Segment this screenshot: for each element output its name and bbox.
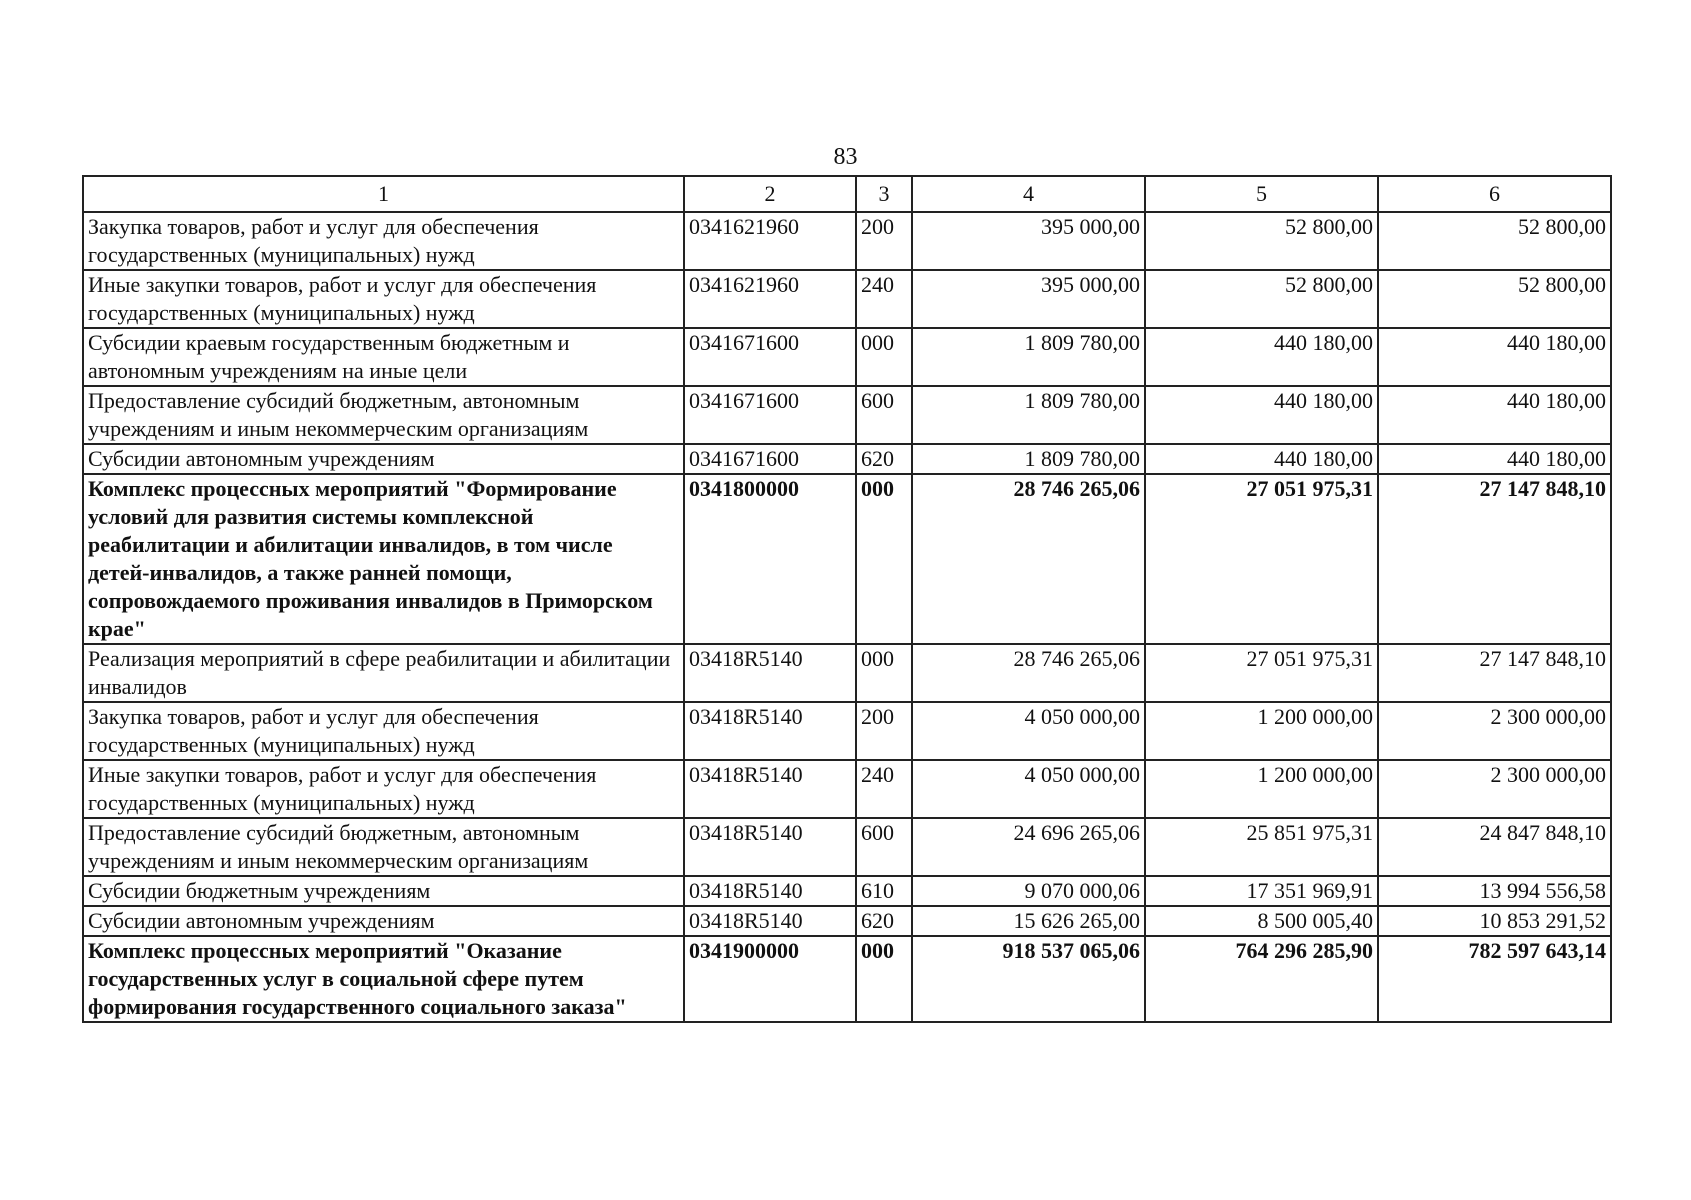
row-amount-col6: 52 800,00 (1378, 270, 1611, 328)
row-amount-col4: 15 626 265,00 (912, 906, 1145, 936)
row-expense-type: 200 (856, 212, 912, 270)
row-description: Предоставление субсидий бюджетным, автономным учреждениям и иным некоммерческим организациям (83, 818, 684, 876)
row-amount-col6: 10 853 291,52 (1378, 906, 1611, 936)
row-amount-col4: 1 809 780,00 (912, 386, 1145, 444)
row-amount-col4: 24 696 265,06 (912, 818, 1145, 876)
row-description: Комплекс процессных мероприятий "Оказание государственных услуг в социальной сфере путем формирования государственного социального заказа" (83, 936, 684, 1022)
row-description: Закупка товаров, работ и услуг для обеспечения государственных (муниципальных) нужд (83, 212, 684, 270)
row-amount-col5: 52 800,00 (1145, 212, 1378, 270)
row-amount-col4: 1 809 780,00 (912, 444, 1145, 474)
row-description: Комплекс процессных мероприятий "Формирование условий для развития системы комплексной реабилитации и абилитации инвалидов, в том числе детей-инвалидов, а также ранней помощи, сопровождаемого проживания инвалидов в Приморском крае" (83, 474, 684, 644)
row-amount-col4: 395 000,00 (912, 212, 1145, 270)
row-amount-col6: 13 994 556,58 (1378, 876, 1611, 906)
row-amount-col5: 764 296 285,90 (1145, 936, 1378, 1022)
row-description: Предоставление субсидий бюджетным, автономным учреждениям и иным некоммерческим организациям (83, 386, 684, 444)
row-expense-type: 000 (856, 644, 912, 702)
row-description: Реализация мероприятий в сфере реабилитации и абилитации инвалидов (83, 644, 684, 702)
header-col-4: 4 (912, 176, 1145, 212)
table-row (83, 702, 1611, 760)
row-amount-col6: 2 300 000,00 (1378, 760, 1611, 818)
row-code: 0341671600 (684, 386, 856, 444)
row-expense-type: 600 (856, 386, 912, 444)
row-expense-type: 240 (856, 270, 912, 328)
row-code: 03418R5140 (684, 876, 856, 906)
page-number: 83 (833, 144, 858, 170)
row-amount-col5: 8 500 005,40 (1145, 906, 1378, 936)
table-row (83, 328, 1611, 386)
row-amount-col4: 1 809 780,00 (912, 328, 1145, 386)
row-expense-type: 200 (856, 702, 912, 760)
row-description: Закупка товаров, работ и услуг для обеспечения государственных (муниципальных) нужд (83, 702, 684, 760)
row-amount-col6: 440 180,00 (1378, 328, 1611, 386)
table-row (83, 876, 1611, 906)
table-row (83, 644, 1611, 702)
row-amount-col6: 440 180,00 (1378, 386, 1611, 444)
row-expense-type: 240 (856, 760, 912, 818)
row-description: Субсидии краевым государственным бюджетным и автономным учреждениям на иные цели (83, 328, 684, 386)
header-col-6: 6 (1378, 176, 1611, 212)
row-amount-col4: 918 537 065,06 (912, 936, 1145, 1022)
row-amount-col4: 9 070 000,06 (912, 876, 1145, 906)
budget-table (82, 175, 1612, 1023)
row-code: 0341800000 (684, 474, 856, 644)
row-code: 0341621960 (684, 212, 856, 270)
row-amount-col5: 440 180,00 (1145, 328, 1378, 386)
row-amount-col6: 2 300 000,00 (1378, 702, 1611, 760)
row-expense-type: 600 (856, 818, 912, 876)
table-body (83, 212, 1611, 1022)
table-row (83, 818, 1611, 876)
row-amount-col6: 440 180,00 (1378, 444, 1611, 474)
row-amount-col5: 440 180,00 (1145, 386, 1378, 444)
row-amount-col6: 782 597 643,14 (1378, 936, 1611, 1022)
row-description: Субсидии бюджетным учреждениям (83, 876, 684, 906)
table-row (83, 212, 1611, 270)
header-col-2: 2 (684, 176, 856, 212)
row-expense-type: 620 (856, 906, 912, 936)
row-amount-col4: 28 746 265,06 (912, 644, 1145, 702)
row-amount-col5: 17 351 969,91 (1145, 876, 1378, 906)
row-amount-col5: 27 051 975,31 (1145, 474, 1378, 644)
header-row (83, 176, 1611, 212)
row-description: Субсидии автономным учреждениям (83, 444, 684, 474)
row-description: Иные закупки товаров, работ и услуг для обеспечения государственных (муниципальных) нужд (83, 760, 684, 818)
row-amount-col4: 4 050 000,00 (912, 702, 1145, 760)
row-amount-col6: 27 147 848,10 (1378, 644, 1611, 702)
table-row (83, 906, 1611, 936)
row-code: 0341900000 (684, 936, 856, 1022)
table-row (83, 270, 1611, 328)
row-description: Субсидии автономным учреждениям (83, 906, 684, 936)
row-code: 03418R5140 (684, 644, 856, 702)
table-row (83, 936, 1611, 1022)
row-amount-col6: 24 847 848,10 (1378, 818, 1611, 876)
row-code: 03418R5140 (684, 760, 856, 818)
row-amount-col6: 52 800,00 (1378, 212, 1611, 270)
row-amount-col5: 27 051 975,31 (1145, 644, 1378, 702)
row-amount-col4: 28 746 265,06 (912, 474, 1145, 644)
row-amount-col5: 1 200 000,00 (1145, 760, 1378, 818)
row-code: 0341621960 (684, 270, 856, 328)
row-amount-col5: 440 180,00 (1145, 444, 1378, 474)
row-amount-col4: 4 050 000,00 (912, 760, 1145, 818)
row-code: 03418R5140 (684, 702, 856, 760)
header-col-5: 5 (1145, 176, 1378, 212)
row-expense-type: 000 (856, 328, 912, 386)
row-amount-col5: 25 851 975,31 (1145, 818, 1378, 876)
table-row (83, 474, 1611, 644)
row-code: 0341671600 (684, 328, 856, 386)
table-row (83, 386, 1611, 444)
row-amount-col4: 395 000,00 (912, 270, 1145, 328)
table-row (83, 760, 1611, 818)
row-amount-col5: 1 200 000,00 (1145, 702, 1378, 760)
header-col-1: 1 (83, 176, 684, 212)
header-col-3: 3 (856, 176, 912, 212)
row-description: Иные закупки товаров, работ и услуг для обеспечения государственных (муниципальных) нужд (83, 270, 684, 328)
row-amount-col6: 27 147 848,10 (1378, 474, 1611, 644)
row-code: 0341671600 (684, 444, 856, 474)
row-expense-type: 610 (856, 876, 912, 906)
row-amount-col5: 52 800,00 (1145, 270, 1378, 328)
row-expense-type: 620 (856, 444, 912, 474)
row-code: 03418R5140 (684, 818, 856, 876)
row-expense-type: 000 (856, 936, 912, 1022)
row-code: 03418R5140 (684, 906, 856, 936)
table-row (83, 444, 1611, 474)
row-expense-type: 000 (856, 474, 912, 644)
